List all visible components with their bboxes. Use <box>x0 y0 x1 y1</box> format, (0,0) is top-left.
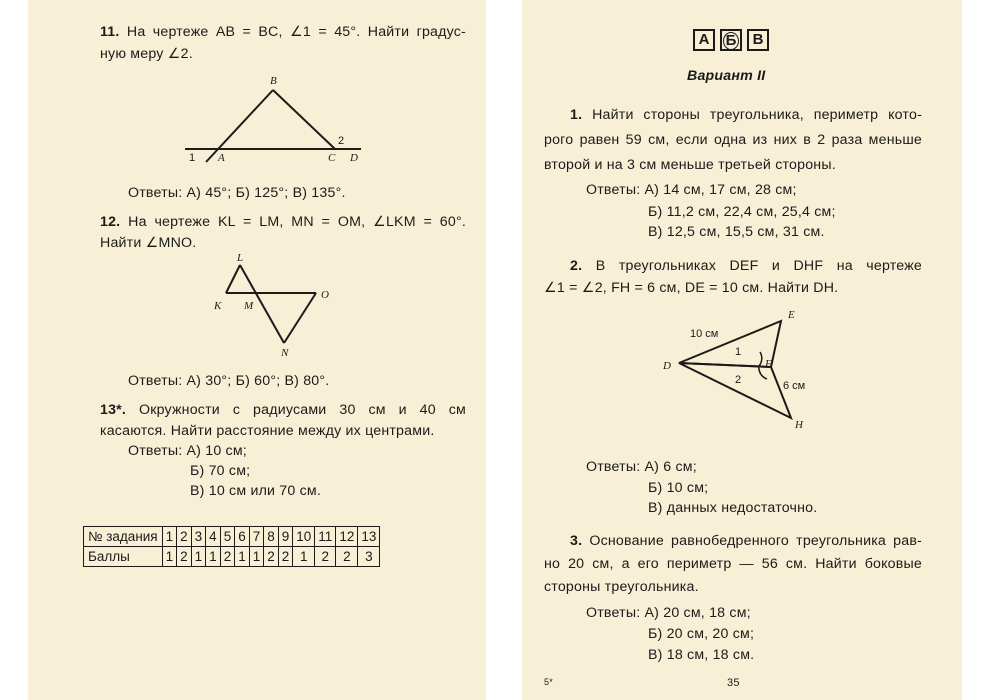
variant-title: Вариант II <box>687 68 766 84</box>
q13-line1 <box>100 400 466 420</box>
q13-answer-c: В) 10 см или 70 см. <box>190 483 322 499</box>
badge-v: В <box>747 29 769 51</box>
points-cell: 2 <box>315 547 336 567</box>
task-cell: 12 <box>336 527 358 547</box>
q1-text: Найти стороны треугольника, периметр кото- <box>592 107 922 123</box>
left-page <box>28 0 486 700</box>
q3-answer-a: Ответы: А) 20 см, 18 см; <box>586 605 751 621</box>
points-cell: 3 <box>358 547 380 567</box>
q2-line1 <box>570 256 922 276</box>
q13-number: 13*. <box>100 402 127 418</box>
score-table <box>83 526 380 567</box>
q3-number: 3. <box>570 533 583 549</box>
points-cell: 1 <box>235 547 250 567</box>
q2-triangle-dhf <box>679 363 791 418</box>
q1-answer-c: В) 12,5 см, 15,5 см, 31 см. <box>648 224 825 240</box>
q12-label-n: N <box>281 347 289 359</box>
q3-text: Основание равнобедренного треугольника рав- <box>589 533 922 549</box>
task-cell: 13 <box>358 527 380 547</box>
q2-label-de: 10 см <box>690 328 719 340</box>
q2-label-f: F <box>765 358 772 370</box>
q13-answer-b: Б) 70 см; <box>190 463 251 479</box>
q2-angle-1-arc <box>759 352 762 366</box>
q1-line2: рого равен 59 см, если одна из них в 2 раза меньше <box>544 132 922 148</box>
q3-line1 <box>570 531 922 551</box>
q2-line2: ∠1 = ∠2, FH = 6 см, DE = 10 см. Найти DH. <box>544 280 839 296</box>
points-cell: 2 <box>336 547 358 567</box>
q2-figure <box>657 305 817 430</box>
score-table-points-header: Баллы <box>84 547 163 567</box>
signature-mark: 5* <box>544 677 553 687</box>
q11-answers: Ответы: А) 45°; Б) 125°; В) 135°. <box>128 185 346 201</box>
points-cell: 2 <box>177 547 192 567</box>
points-cell: 2 <box>264 547 279 567</box>
task-cell: 3 <box>191 527 206 547</box>
q12-side-lk <box>226 265 240 293</box>
q12-side-on <box>284 293 316 343</box>
q3-answer-b: Б) 20 см, 20 см; <box>648 626 755 642</box>
score-table-tasks-row <box>84 527 380 547</box>
q13-line2: касаются. Найти расстояние между их центрами. <box>100 423 435 439</box>
score-table-points-row <box>84 547 380 567</box>
q11-figure <box>178 70 378 165</box>
q13-answer-a: Ответы: А) 10 см; <box>128 443 247 459</box>
q2-label-e: E <box>788 309 795 321</box>
q11-label-2: 2 <box>338 135 345 147</box>
q12-number: 12. <box>100 214 121 230</box>
task-cell: 1 <box>162 527 177 547</box>
points-cell: 1 <box>191 547 206 567</box>
q11-label-b: B <box>270 75 277 87</box>
q11-side-bc <box>273 90 335 149</box>
q12-figure <box>208 245 348 360</box>
q1-line3: второй и на 3 см меньше третьей стороны. <box>544 157 836 173</box>
q2-answer-b: Б) 10 см; <box>648 480 709 496</box>
q11-label-1: 1 <box>189 152 196 164</box>
q11-number: 11. <box>100 24 120 40</box>
task-cell: 6 <box>235 527 250 547</box>
q3-line3: стороны треугольника. <box>544 579 699 595</box>
q12-line1 <box>100 212 466 232</box>
score-table-task-header: № задания <box>84 527 163 547</box>
q1-answer-b: Б) 11,2 см, 22,4 см, 25,4 см; <box>648 204 836 220</box>
page-number: 35 <box>727 677 740 689</box>
task-cell: 4 <box>206 527 221 547</box>
q2-label-h: H <box>795 419 803 431</box>
q12-label-k: K <box>214 300 222 312</box>
q2-label-1: 1 <box>735 346 742 358</box>
q1-line1 <box>570 105 922 125</box>
q11-line2: ную меру ∠2. <box>100 46 193 62</box>
q1-number: 1. <box>570 107 583 123</box>
q2-number: 2. <box>570 258 583 274</box>
task-cell: 2 <box>177 527 192 547</box>
right-page <box>522 0 962 700</box>
q12-label-o: O <box>321 289 329 301</box>
task-cell: 7 <box>249 527 264 547</box>
q12-text: На чертеже KL = LM, MN = OM, ∠LKM = 60°. <box>128 214 466 230</box>
q11-label-c: C <box>328 152 336 164</box>
q11-line1 <box>100 22 466 42</box>
q2-label-2: 2 <box>735 374 742 386</box>
q3-answer-c: В) 18 см, 18 см. <box>648 647 755 663</box>
badge-b-circled: Б <box>720 29 742 51</box>
points-cell: 1 <box>162 547 177 567</box>
q2-label-fh: 6 см <box>783 380 806 392</box>
q2-answer-c: В) данных недостаточно. <box>648 500 818 516</box>
badge-a: А <box>693 29 715 51</box>
q12-label-l: L <box>237 252 244 264</box>
points-cell: 1 <box>206 547 221 567</box>
points-cell: 2 <box>278 547 293 567</box>
q2-answer-a: Ответы: А) 6 см; <box>586 459 697 475</box>
q2-label-d: D <box>663 360 671 372</box>
q11-side-ab <box>206 90 273 162</box>
task-cell: 9 <box>278 527 293 547</box>
task-cell: 11 <box>315 527 336 547</box>
q11-label-d: D <box>350 152 358 164</box>
q3-line2: но 20 см, а его периметр — 56 см. Найти боковые <box>544 556 922 572</box>
q12-label-m: M <box>244 300 254 312</box>
points-cell: 2 <box>220 547 235 567</box>
q12-line2: Найти ∠MNO. <box>100 235 197 251</box>
points-cell: 1 <box>249 547 264 567</box>
q13-text: Окружности с радиусами 30 см и 40 см <box>138 402 466 418</box>
q11-label-a: A <box>218 152 225 164</box>
q12-answers: Ответы: А) 30°; Б) 60°; В) 80°. <box>128 373 330 389</box>
q2-text: В треугольниках DEF и DHF на чертеже <box>595 258 922 274</box>
points-cell: 1 <box>293 547 315 567</box>
q11-text: На чертеже AB = BC, ∠1 = 45°. Найти градус- <box>126 24 466 40</box>
task-cell: 10 <box>293 527 315 547</box>
q1-answer-a: Ответы: А) 14 см, 17 см, 28 см; <box>586 182 797 198</box>
task-cell: 5 <box>220 527 235 547</box>
task-cell: 8 <box>264 527 279 547</box>
